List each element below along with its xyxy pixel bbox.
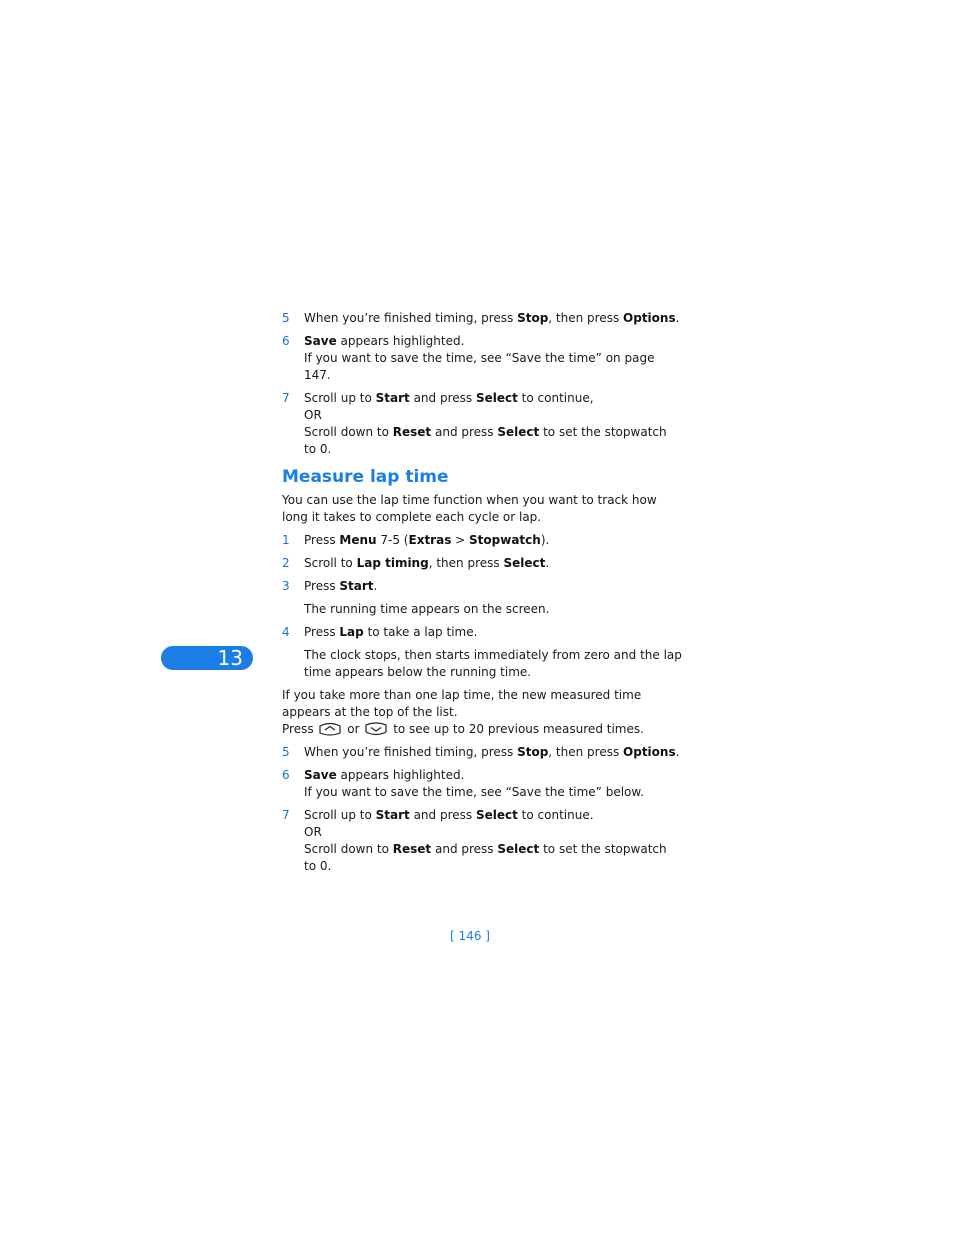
step-number: 4 (282, 625, 290, 639)
text-run: to take a lap time. (363, 625, 478, 639)
steps-mid (282, 532, 682, 681)
ui-term: Options (623, 745, 676, 759)
ui-term: Stop (517, 311, 549, 325)
step-detail: OR (304, 825, 322, 839)
ui-term: Options (623, 311, 676, 325)
chapter-number: 13 (217, 646, 243, 670)
text-run: . (545, 556, 550, 570)
step-detail (304, 841, 682, 875)
step-number: 7 (282, 391, 290, 405)
text-run: Scroll up to (304, 808, 376, 822)
step-detail: OR (304, 408, 322, 422)
ui-term: Start (375, 808, 410, 822)
section-heading: Measure lap time (282, 467, 449, 487)
step-item (282, 532, 682, 549)
text-run: to continue. (517, 808, 594, 822)
text-run: When you’re finished timing, press (304, 745, 518, 759)
scroll-up-key-icon (319, 722, 341, 736)
step-text (304, 578, 682, 595)
steps-bottom (282, 744, 682, 875)
scroll-down-key-icon (365, 722, 387, 736)
step-item (282, 310, 682, 327)
step-note: The clock stops, then starts immediately from zero and the lap time appears below the running time. (304, 648, 682, 679)
step-number: 5 (282, 745, 290, 759)
step-number: 7 (282, 808, 290, 822)
step-item (282, 555, 682, 572)
step-detail: If you want to save the time, see “Save the time” below. (304, 785, 644, 799)
page-number: [ 146 ] (450, 929, 490, 943)
step-text (304, 310, 682, 327)
ui-term: Lap timing (356, 556, 429, 570)
page-content (282, 310, 682, 881)
ui-term: Start (375, 391, 410, 405)
step-item (282, 578, 682, 595)
text-run: to set the stopwatch to 0. (304, 425, 667, 456)
step-number: 5 (282, 311, 290, 325)
ui-term: Extras (408, 533, 452, 547)
text-run: , then press (548, 311, 624, 325)
ui-term: Save (304, 334, 337, 348)
ui-term: Select (475, 391, 518, 405)
text-run: Scroll to (304, 556, 357, 570)
step-text (304, 807, 682, 824)
text-run: Scroll down to (304, 425, 393, 439)
lap-paragraph: If you take more than one lap time, the new measured time appears at the top of the list. (282, 688, 642, 719)
text-run: . (675, 311, 680, 325)
ui-term: Select (475, 808, 518, 822)
step-item (282, 333, 682, 384)
ui-term: Lap (339, 625, 364, 639)
step-text (304, 555, 682, 572)
step-number: 6 (282, 768, 290, 782)
step-detail (304, 424, 682, 458)
step-item (282, 767, 682, 801)
ui-term: Select (497, 425, 540, 439)
step-item (282, 624, 682, 641)
text-run: Press (304, 533, 340, 547)
text-run: When you’re finished timing, press (304, 311, 518, 325)
step-text (304, 532, 682, 549)
press-suffix-text: to see up to 20 previous measured times. (393, 722, 644, 736)
step-item (282, 807, 682, 875)
text-run: . (675, 745, 680, 759)
text-run: ). (540, 533, 550, 547)
press-line (282, 721, 682, 738)
step-number: 1 (282, 533, 290, 547)
ui-term: Stopwatch (469, 533, 541, 547)
text-run: and press (409, 391, 476, 405)
step-detail: If you want to save the time, see “Save the time” on page 147. (304, 351, 655, 382)
step-text (304, 744, 682, 761)
text-run: , then press (548, 745, 624, 759)
or-text: or (347, 722, 360, 736)
ui-term: Menu (339, 533, 377, 547)
press-text: Press (282, 722, 314, 736)
step-item (282, 390, 682, 458)
step-note: The running time appears on the screen. (304, 602, 550, 616)
text-run: appears highlighted. (336, 768, 465, 782)
ui-term: Reset (392, 425, 432, 439)
text-run: appears highlighted. (336, 334, 465, 348)
text-run: Scroll down to (304, 842, 393, 856)
ui-term: Select (503, 556, 546, 570)
steps-top (282, 310, 682, 458)
step-text (304, 390, 682, 407)
ui-term: Stop (517, 745, 549, 759)
text-run: Press (304, 625, 340, 639)
step-number: 6 (282, 334, 290, 348)
intro-paragraph: You can use the lap time function when you want to track how long it takes to complete each cycle or lap. (282, 493, 657, 524)
text-run: Scroll up to (304, 391, 376, 405)
text-run: and press (431, 425, 498, 439)
step-text (304, 333, 682, 350)
text-run: Press (304, 579, 340, 593)
ui-term: Select (497, 842, 540, 856)
step-number: 3 (282, 579, 290, 593)
ui-term: Reset (392, 842, 432, 856)
chapter-tab (161, 646, 253, 670)
ui-term: Save (304, 768, 337, 782)
text-run: , then press (428, 556, 504, 570)
text-run: to set the stopwatch to 0. (304, 842, 667, 873)
step-text (304, 624, 682, 641)
text-run: to continue, (517, 391, 594, 405)
text-run: and press (431, 842, 498, 856)
step-number: 2 (282, 556, 290, 570)
text-run: and press (409, 808, 476, 822)
text-run: . (373, 579, 378, 593)
text-run: 7-5 ( (376, 533, 409, 547)
step-item (282, 744, 682, 761)
text-run: > (451, 533, 470, 547)
step-text (304, 767, 682, 784)
ui-term: Start (339, 579, 374, 593)
